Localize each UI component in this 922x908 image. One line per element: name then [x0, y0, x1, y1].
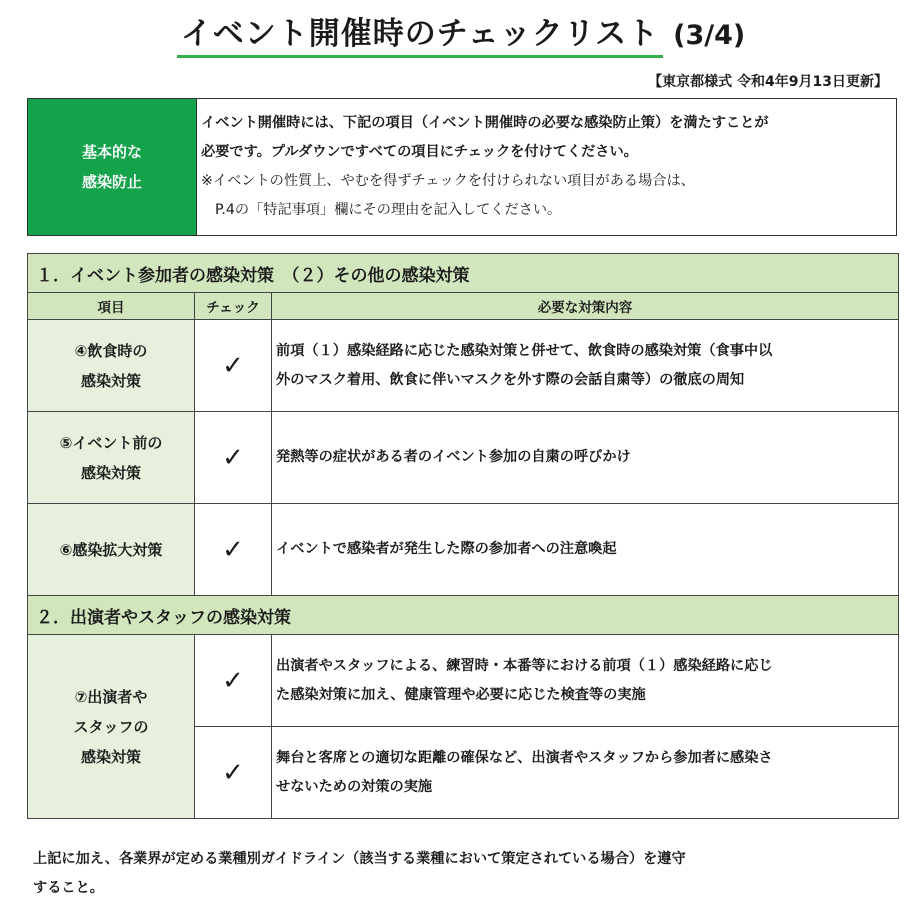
row-content	[272, 412, 899, 504]
header-content: 必要な対策内容	[272, 293, 899, 320]
check-cell[interactable]: ✓	[195, 635, 272, 727]
row-item	[28, 412, 195, 504]
intro-label-line2: 感染防止	[81, 173, 142, 191]
footer-line1: 上記に加え、各業界が定める業種別ガイドライン（該当する業種において策定されている場合）を遵守	[33, 851, 686, 867]
table-header	[28, 293, 899, 320]
table-row	[28, 504, 899, 596]
check-cell[interactable]: ✓	[195, 727, 272, 819]
row-item	[28, 635, 195, 819]
row-item	[28, 320, 195, 412]
item-line: ⑤イベント前の	[59, 433, 163, 452]
intro-line2: 必要です。プルダウンですべての項目にチェックを付けてください。	[201, 144, 638, 160]
check-cell[interactable]: ✓	[195, 320, 272, 412]
content-line: イベントで感染者が発生した際の参加者への注意喚起	[276, 541, 617, 557]
content-line: 前項（１）感染経路に応じた感染対策と併せて、飲食時の感染対策（食事中以	[276, 342, 773, 359]
intro-text	[197, 99, 896, 235]
item-line: スタッフの	[73, 717, 149, 736]
footer-line2: すること。	[33, 880, 104, 896]
content-line: た感染対策に加え、健康管理や必要に応じた検査等の実施	[276, 686, 646, 703]
intro-line1: イベント開催時には、下記の項目（イベント開催時の必要な感染防止策）を満たすことが	[201, 115, 769, 131]
intro-label	[28, 99, 197, 235]
page-title-block	[0, 8, 922, 58]
content-line: 外のマスク着用、飲食に伴いマスクを外す際の会話自粛等）の徹底の周知	[276, 371, 745, 388]
intro-box	[27, 98, 897, 236]
item-line: 感染対策	[80, 371, 141, 390]
page-number: (3/4)	[673, 20, 746, 51]
table-row	[28, 320, 899, 412]
update-note: 【東京都様式 令和4年9月13日更新】	[648, 74, 888, 90]
content-line: せないための対策の実施	[276, 778, 433, 795]
item-line: 感染対策	[80, 463, 141, 482]
header-check: チェック	[195, 293, 272, 320]
intro-note1: ※イベントの性質上、やむを得ずチェックを付けられない項目がある場合は、	[201, 173, 695, 189]
intro-label-line1: 基本的な	[81, 143, 142, 161]
intro-note2: P.4の「特記事項」欄にその理由を記入してください。	[215, 202, 562, 218]
table-row	[28, 412, 899, 504]
item-line: ④飲食時の	[74, 341, 148, 360]
section1-title: １．イベント参加者の感染対策 （２）その他の感染対策	[28, 254, 899, 293]
row-content	[272, 727, 899, 819]
page-title: イベント開催時のチェックリスト	[177, 8, 663, 58]
footer-note	[33, 845, 895, 903]
content-line: 舞台と客席との適切な距離の確保など、出演者やスタッフから参加者に感染さ	[276, 749, 773, 766]
content-line: 出演者やスタッフによる、練習時・本番等における前項（１）感染経路に応じ	[276, 657, 773, 674]
check-cell[interactable]: ✓	[195, 412, 272, 504]
row-content	[272, 320, 899, 412]
row-content	[272, 635, 899, 727]
content-line: 発熱等の症状がある者のイベント参加の自粛の呼びかけ	[276, 449, 631, 465]
item-line: ⑦出演者や	[74, 687, 148, 706]
header-item: 項目	[28, 293, 195, 320]
item-line: 感染対策	[80, 747, 141, 766]
row-content	[272, 504, 899, 596]
check-cell[interactable]: ✓	[195, 504, 272, 596]
item-line: ⑥感染拡大対策	[59, 540, 163, 559]
table-row	[28, 635, 899, 727]
section2-title: ２．出演者やスタッフの感染対策	[28, 596, 899, 635]
checklist-table	[27, 253, 899, 819]
row-item	[28, 504, 195, 596]
